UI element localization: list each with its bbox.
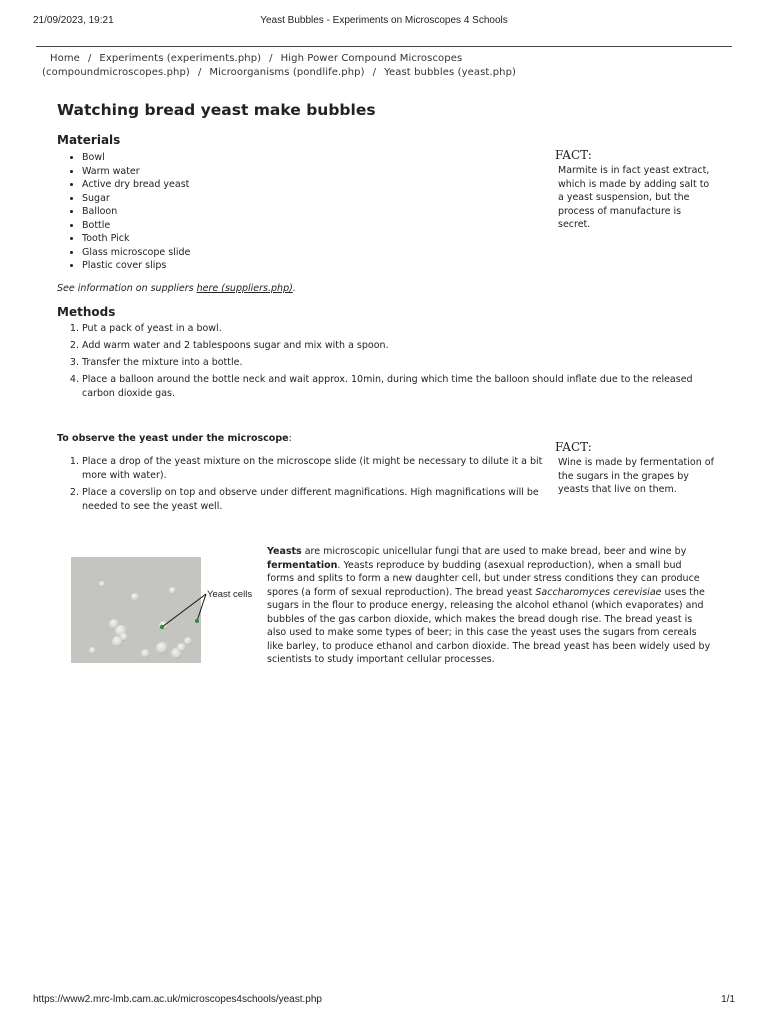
pointer-dot	[160, 625, 164, 629]
pointer-line	[162, 594, 206, 627]
page-title: Watching bread yeast make bubbles	[57, 101, 376, 119]
yeast-cell	[99, 581, 105, 587]
description-text: . Yeasts reproduce by budding (asexual reproduction), when a small bud forms and splits to form a new daughter cell, but under stress conditions they can produce spores (a form of sexual reproduction). The bread yeast	[267, 559, 700, 598]
yeast-cell	[184, 637, 192, 645]
pointer-line	[197, 594, 206, 621]
fact-box-marmite	[555, 148, 715, 232]
yeast-cell	[141, 649, 150, 658]
observe-list	[57, 455, 547, 514]
fact-text: Wine is made by fermentation of the sugars in the grapes by yeasts that live on them.	[558, 457, 714, 495]
fact-text: Marmite is in fact yeast extract, which is made by adding salt to a yeast suspension, but the process of manufacture is secret.	[558, 165, 710, 230]
yeast-cell	[156, 642, 168, 654]
yeast-pointer-lines	[150, 580, 210, 630]
yeast-cell	[89, 647, 96, 654]
yeast-cell	[131, 593, 139, 601]
methods-section	[57, 322, 697, 404]
list-item: • Balloon	[82, 205, 190, 219]
suppliers-prefix: See information on suppliers	[57, 283, 197, 294]
breadcrumb-microorganisms[interactable]: Microorganisms (pondlife.php)	[209, 67, 365, 78]
header-divider	[36, 46, 732, 47]
list-item: 2. Add warm water and 2 tablespoons sugar and mix with a spoon.	[82, 339, 697, 353]
print-page-title: Yeast Bubbles - Experiments on Microscopes 4 Schools	[260, 15, 508, 26]
observe-heading	[57, 433, 292, 444]
observe-title-suffix: :	[288, 433, 292, 444]
breadcrumb-compound-microscopes[interactable]: High Power Compound Microscopes (compoundmicroscopes.php)	[42, 53, 463, 78]
list-item: • Active dry bread yeast	[82, 178, 190, 192]
observe-section	[57, 455, 547, 517]
yeast-cells-label: Yeast cells	[207, 589, 253, 600]
term-yeasts: Yeasts	[267, 546, 302, 557]
list-item: • Plastic cover slips	[82, 259, 190, 273]
description-text: are microscopic unicellular fungi that are used to make bread, beer and wine by	[301, 546, 687, 557]
breadcrumb-home[interactable]: Home	[50, 53, 80, 64]
list-item: • Sugar	[82, 192, 190, 206]
breadcrumb-yeast-bubbles[interactable]: Yeast bubbles (yeast.php)	[384, 67, 517, 78]
yeast-cell	[177, 643, 186, 652]
suppliers-suffix: .	[292, 283, 296, 294]
yeast-cell	[112, 636, 123, 647]
list-item: 3. Transfer the mixture into a bottle.	[82, 356, 697, 370]
list-item: • Bottle	[82, 219, 190, 233]
methods-heading: Methods	[57, 305, 116, 319]
breadcrumb	[42, 52, 702, 80]
breadcrumb-separator: /	[87, 53, 92, 64]
fact-label: FACT:	[555, 440, 592, 454]
list-item: • Warm water	[82, 165, 190, 179]
list-item: 1. Put a pack of yeast in a bowl.	[82, 322, 697, 336]
term-fermentation: fermentation	[267, 559, 338, 571]
list-item: 1. Place a drop of the yeast mixture on the microscope slide (it might be necessary to dilute it a bit more with water).	[82, 455, 547, 483]
fact-box-wine	[555, 440, 715, 497]
species-name: Saccharomyces cerevisiae	[535, 586, 662, 598]
description-text: uses the sugars in the flour to produce energy, releasing the alcohol ethanol (which evaporates) and bubbles of the gas carbon dioxide, which makes the bread dough rise. The bread yeast is also used to make some types of beer; in this case the yeast uses the sugars from cereals like barley, to produce ethanol and carbon dioxide. The bread yeast has been widely used by scientists to study important cellular processes.	[267, 586, 711, 665]
list-item: • Glass microscope slide	[82, 246, 190, 260]
breadcrumb-experiments[interactable]: Experiments (experiments.php)	[99, 53, 262, 64]
materials-heading: Materials	[57, 133, 121, 147]
materials-list	[57, 151, 190, 273]
list-item: • Bowl	[82, 151, 190, 165]
methods-list	[57, 322, 697, 401]
observe-title: To observe the yeast under the microscope	[57, 433, 289, 444]
list-item: 2. Place a coverslip on top and observe under different magnifications. High magnifications will be needed to see the yeast well.	[82, 486, 547, 514]
suppliers-note	[57, 283, 296, 294]
fact-label: FACT:	[555, 148, 592, 162]
suppliers-link[interactable]: here (suppliers.php)	[196, 283, 293, 294]
print-date: 21/09/2023, 19:21	[33, 15, 114, 26]
print-url: https://www2.mrc-lmb.cam.ac.uk/microscopes4schools/yeast.php	[33, 994, 322, 1005]
list-item: 4. Place a balloon around the bottle neck and wait approx. 10min, during which time the balloon should inflate due to the released carbon dioxide gas.	[82, 373, 697, 401]
pointer-dot	[195, 619, 199, 623]
yeast-description	[267, 545, 711, 667]
print-page-number: 1/1	[721, 994, 735, 1005]
breadcrumb-separator: /	[372, 67, 377, 78]
breadcrumb-separator: /	[269, 53, 273, 64]
breadcrumb-separator: /	[197, 67, 202, 78]
list-item: • Tooth Pick	[82, 232, 190, 246]
